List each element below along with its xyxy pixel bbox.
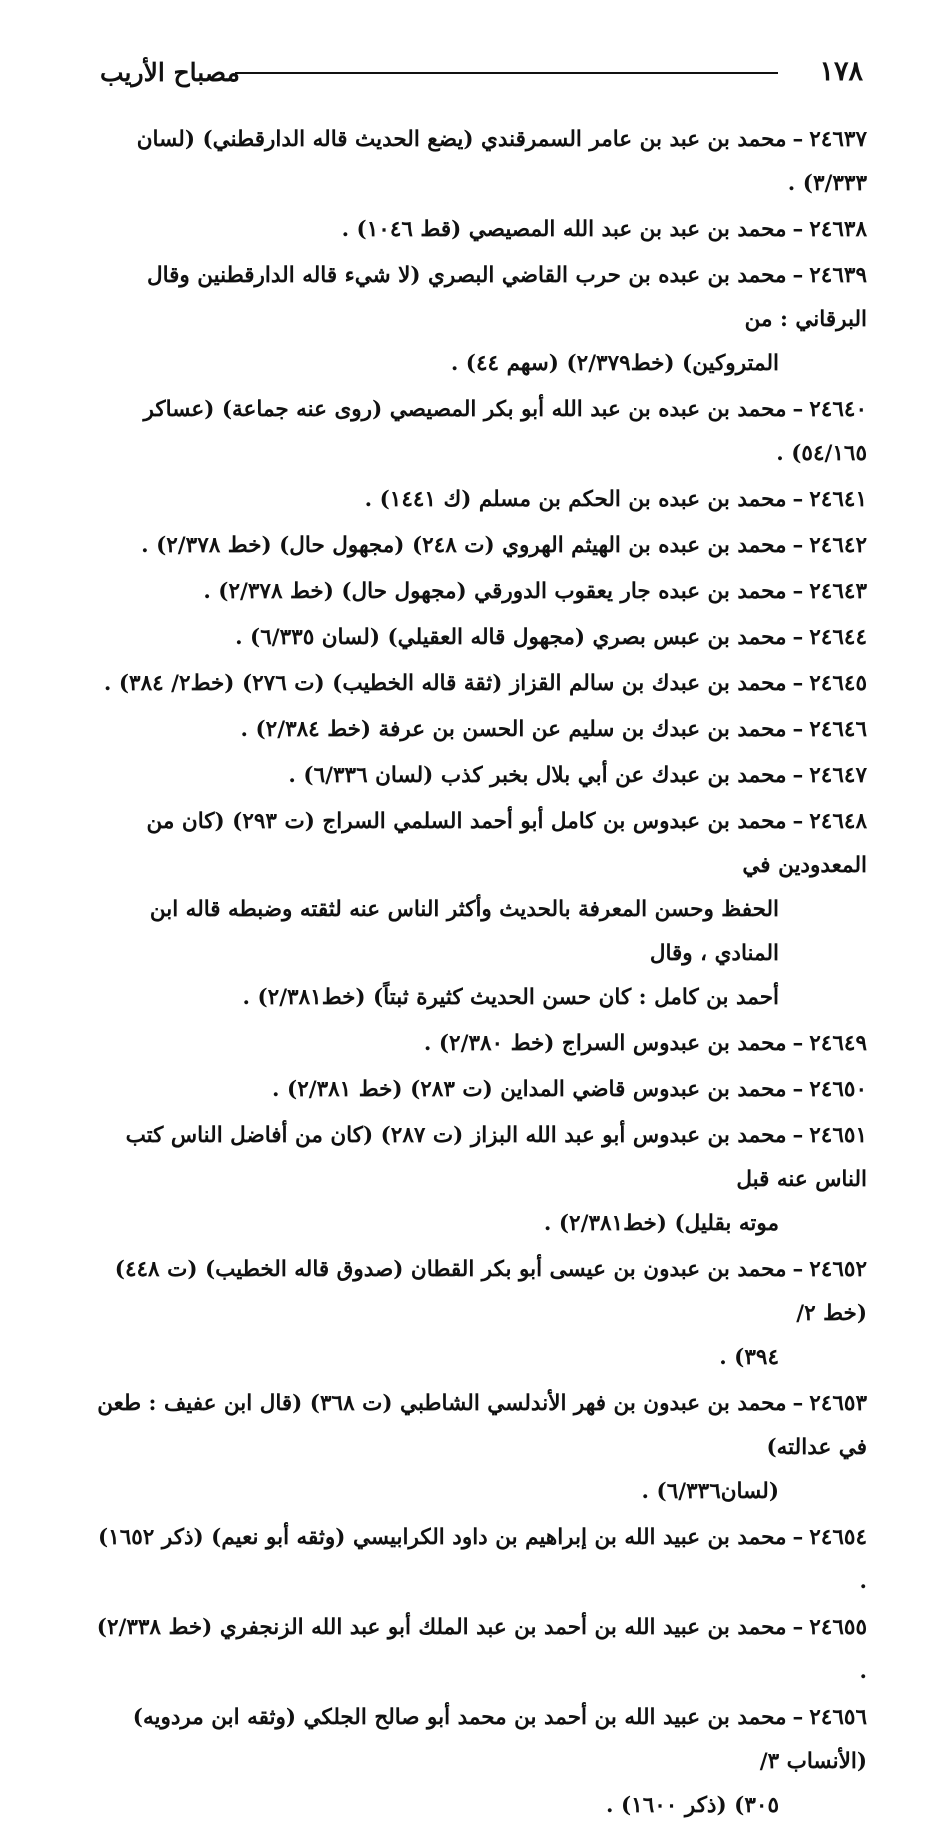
- entry-continuation: (لسان٦/٣٣٦) .: [641, 1479, 779, 1504]
- entry-continuation: ٣٩٤) .: [719, 1345, 779, 1370]
- entry-number: ٢٤٦٤٨: [809, 809, 867, 834]
- entry-number: ٢٤٦٤٢: [809, 533, 867, 558]
- entry-dash: –: [792, 1615, 804, 1640]
- entry-dash: –: [792, 1123, 804, 1148]
- entry-number: ٢٤٦٣٩: [809, 263, 867, 288]
- entry: [92, 1606, 867, 1694]
- entry-dash: –: [792, 671, 804, 696]
- entry-dash: –: [792, 217, 804, 242]
- entry-number: ٢٤٦٤٥: [809, 671, 867, 696]
- entry-text: محمد بن عبد بن عبد الله المصيصي (قط ١٠٤٦) .: [341, 217, 787, 242]
- entry-number: ٢٤٦٣٧: [809, 127, 867, 152]
- entry: [92, 478, 867, 522]
- entry: [92, 1068, 867, 1112]
- entry: [92, 1696, 867, 1828]
- header-rule: [235, 72, 778, 74]
- entry-dash: –: [792, 1257, 804, 1282]
- entry-dash: –: [792, 809, 804, 834]
- entry-number: ٢٤٦٥٣: [809, 1391, 867, 1416]
- entry-dash: –: [792, 533, 804, 558]
- entry-number: ٢٤٦٤١: [809, 487, 867, 512]
- entry: [92, 1382, 867, 1514]
- entry-text: محمد بن عبدك بن سالم القزاز (ثقة قاله الخطيب) (ت ٢٧٦) (خط٢/ ٣٨٤) .: [103, 671, 787, 696]
- entry: [92, 254, 867, 386]
- entry-text: محمد بن عبدوس السراج (خط ٢/٣٨٠) .: [423, 1031, 787, 1056]
- entry-dash: –: [792, 487, 804, 512]
- entry: [92, 524, 867, 568]
- entry-dash: –: [792, 1525, 804, 1550]
- entry-number: ٢٤٦٥٥: [809, 1615, 867, 1640]
- entry: [92, 1516, 867, 1604]
- entry-number: ٢٤٦٤٣: [809, 579, 867, 604]
- entry-text: محمد بن عبس بصري (مجهول قاله العقيلي) (لسان ٦/٣٣٥) .: [235, 625, 787, 650]
- entry-text: محمد بن عبيد الله بن إبراهيم بن داود الكرابيسي (وثقه أبو نعيم) (ذكر ١٦٥٢) .: [97, 1525, 867, 1594]
- entry: [92, 1114, 867, 1246]
- entry-continuation: المتروكين) (خط٢/٣٧٩) (سهم ٤٤) .: [450, 351, 779, 376]
- entry-text: محمد بن عبد بن عامر السمرقندي (يضع الحديث قاله الدارقطني) (لسان ٣/٣٣٣) .: [136, 127, 867, 196]
- entry-text: محمد بن عبيد الله بن أحمد بن محمد أبو صالح الجلكي (وثقه ابن مردويه) (الأنساب ٣/: [132, 1705, 867, 1774]
- entry: [92, 616, 867, 660]
- entry: [92, 1248, 867, 1380]
- entry-text: محمد بن عبدك بن سليم عن الحسن بن عرفة (خط ٢/٣٨٤) .: [240, 717, 787, 742]
- entry: [92, 388, 867, 476]
- entry-text: محمد بن عبدوس أبو عبد الله البزاز (ت ٢٨٧) (كان من أفاضل الناس كتب الناس عنه قبل: [125, 1123, 867, 1192]
- entry-continuation: موته بقليل) (خط٢/٣٨١) .: [543, 1211, 779, 1236]
- entry-text: محمد بن عبدون بن عيسى أبو بكر القطان (صدوق قاله الخطيب) (ت ٤٤٨) (خط ٢/: [114, 1257, 867, 1326]
- entry-dash: –: [792, 625, 804, 650]
- entry-text: محمد بن عبيد الله بن أحمد بن عبد الملك أبو عبد الله الزنجفري (خط ٢/٣٣٨) .: [96, 1615, 867, 1684]
- entry: [92, 754, 867, 798]
- entry-dash: –: [792, 263, 804, 288]
- entry-number: ٢٤٦٥٤: [809, 1525, 867, 1550]
- entry-number: ٢٤٦٤٩: [809, 1031, 867, 1056]
- entry-text: محمد بن عبدوس بن كامل أبو أحمد السلمي السراج (ت ٢٩٣) (كان من المعدودين في: [146, 809, 867, 878]
- entry-number: ٢٤٦٣٨: [809, 217, 867, 242]
- entry-continuation: الحفظ وحسن المعرفة بالحديث وأكثر الناس عنه لثقته وضبطه قاله ابن المنادي ، وقال: [149, 897, 779, 966]
- entry-text: محمد بن عبدون بن فهر الأندلسي الشاطبي (ت ٣٦٨) (قال ابن عفيف : طعن في عدالته): [97, 1391, 867, 1460]
- entry-number: ٢٤٦٥٠: [809, 1077, 867, 1102]
- entry-number: ٢٤٦٥٦: [809, 1705, 867, 1730]
- entry: [92, 662, 867, 706]
- page-header: [100, 52, 863, 92]
- entry-dash: –: [792, 1391, 804, 1416]
- entry-dash: –: [792, 397, 804, 422]
- entries-list: [92, 118, 867, 1830]
- entry-number: ٢٤٦٥٢: [809, 1257, 867, 1282]
- entry-number: ٢٤٦٤٤: [809, 625, 867, 650]
- entry-dash: –: [792, 579, 804, 604]
- entry-dash: –: [792, 127, 804, 152]
- page-number: ١٧٨: [819, 56, 863, 87]
- entry-number: ٢٤٦٤٠: [809, 397, 867, 422]
- entry-number: ٢٤٦٤٧: [809, 763, 867, 788]
- entry: [92, 708, 867, 752]
- entry-text: محمد بن عبدك عن أبي بلال بخبر كذب (لسان ٦/٣٣٦) .: [288, 763, 787, 788]
- entry-dash: –: [792, 717, 804, 742]
- book-title: مصباح الأريب: [100, 58, 240, 87]
- entry: [92, 1022, 867, 1066]
- entry-dash: –: [792, 763, 804, 788]
- entry: [92, 118, 867, 206]
- entry-number: ٢٤٦٥١: [809, 1123, 867, 1148]
- entry-text: محمد بن عبدوس قاضي المداين (ت ٢٨٣) (خط ٢/٣٨١) .: [272, 1077, 787, 1102]
- entry-text: محمد بن عبده بن الحكم بن مسلم (ك ١٤٤١) .: [364, 487, 787, 512]
- entry-number: ٢٤٦٤٦: [809, 717, 867, 742]
- entry-text: محمد بن عبده بن حرب القاضي البصري (لا شيء قاله الدارقطنين وقال البرقاني : من: [146, 263, 867, 332]
- entry-dash: –: [792, 1031, 804, 1056]
- entry: [92, 570, 867, 614]
- entry-continuation: ٣٠٥) (ذكر ١٦٠٠) .: [605, 1793, 779, 1818]
- entry-text: محمد بن عبده بن الهيثم الهروي (ت ٢٤٨) (مجهول حال) (خط ٢/٣٧٨) .: [141, 533, 787, 558]
- entry: [92, 208, 867, 252]
- entry-dash: –: [792, 1077, 804, 1102]
- entry: [92, 800, 867, 1020]
- entry-dash: –: [792, 1705, 804, 1730]
- entry-text: محمد بن عبده جار يعقوب الدورقي (مجهول حال) (خط ٢/٣٧٨) .: [203, 579, 787, 604]
- entry-text: محمد بن عبده بن عبد الله أبو بكر المصيصي (روى عنه جماعة) (عساكر ٥٤/١٦٥) .: [143, 397, 867, 466]
- entry-continuation: أحمد بن كامل : كان حسن الحديث كثيرة ثبتاً) (خط٢/٣٨١) .: [242, 985, 779, 1010]
